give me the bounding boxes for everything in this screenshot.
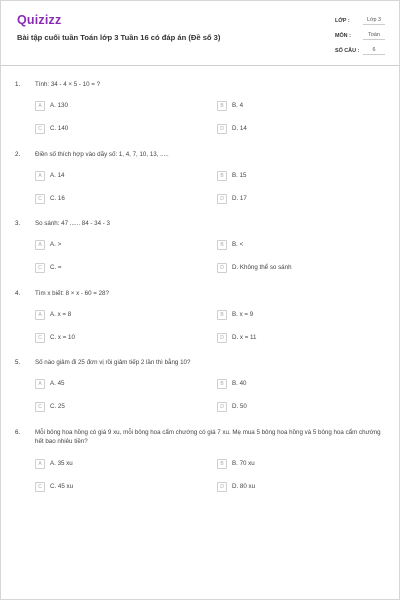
option-letter-box[interactable]: C xyxy=(35,194,45,204)
question-text: Số nào giảm đi 25 đơn vị rồi giảm tiếp 2 lần thì bằng 10? xyxy=(35,359,191,366)
meta-value-class: Lớp 3 xyxy=(363,17,385,25)
option-letter-box[interactable]: A xyxy=(35,310,45,320)
question-number: 4. xyxy=(15,290,21,297)
option-letter-box[interactable]: B xyxy=(217,459,227,469)
option-text: C. 25 xyxy=(50,403,65,410)
option-letter-box[interactable]: A xyxy=(35,240,45,250)
option-letter-box[interactable]: C xyxy=(35,263,45,273)
question-text: Mỗi bông hoa hồng có giá 9 xu, mỗi bông hoa cẩm chướng có giá 7 xu. Mẹ mua 5 bông hoa hồng và 5 bông hoa cẩm chướng hết bao nhiêu tiền? xyxy=(35,429,381,445)
quizizz-logo: Quizizz xyxy=(17,13,62,27)
meta-label-count: SỐ CÂU : xyxy=(335,48,360,54)
option-text: D. Không thể so sánh xyxy=(232,264,292,271)
option-text: C. 140 xyxy=(50,125,69,132)
option-letter-box[interactable]: A xyxy=(35,171,45,181)
option-letter-box[interactable]: C xyxy=(35,124,45,134)
option-letter-box[interactable]: A xyxy=(35,379,45,389)
option-letter-box[interactable]: B xyxy=(217,101,227,111)
meta-value-subject: Toán xyxy=(363,32,385,40)
question-number: 5. xyxy=(15,359,21,366)
meta-value-count: 6 xyxy=(363,47,385,55)
option-letter-box[interactable]: D xyxy=(217,402,227,412)
option-letter-box[interactable]: D xyxy=(217,194,227,204)
option-letter-box[interactable]: B xyxy=(217,240,227,250)
question-text: Điền số thích hợp vào dãy số: 1, 4, 7, 10, 13, ..... xyxy=(35,151,169,158)
option-text: B. < xyxy=(232,241,244,248)
option-letter-box[interactable]: B xyxy=(217,310,227,320)
option-text: A. 130 xyxy=(50,102,68,109)
option-text: D. 50 xyxy=(232,403,247,410)
option-text: A. 14 xyxy=(50,172,65,179)
option-text: C. x = 10 xyxy=(50,334,75,341)
option-letter-box[interactable]: C xyxy=(35,402,45,412)
option-letter-box[interactable]: D xyxy=(217,124,227,134)
worksheet-title: Bài tập cuối tuần Toán lớp 3 Tuần 16 có đáp án (Đề số 3) xyxy=(17,33,221,42)
option-text: B. 4 xyxy=(232,102,244,109)
option-letter-box[interactable]: B xyxy=(217,379,227,389)
question-number: 1. xyxy=(15,81,21,88)
option-text: B. 15 xyxy=(232,172,247,179)
option-letter-box[interactable]: D xyxy=(217,333,227,343)
question-number: 2. xyxy=(15,151,21,158)
question-text: Tìm x biết: 8 × x - 60 = 28? xyxy=(35,290,109,297)
option-text: A. 35 xu xyxy=(50,460,73,467)
question-number: 3. xyxy=(15,220,21,227)
option-text: A. x = 8 xyxy=(50,311,72,318)
question-number: 6. xyxy=(15,429,21,436)
meta-label-class: LỚP : xyxy=(335,18,350,24)
option-letter-box[interactable]: C xyxy=(35,333,45,343)
option-letter-box[interactable]: B xyxy=(217,171,227,181)
option-text: D. 17 xyxy=(232,195,247,202)
meta-label-subject: MÔN : xyxy=(335,33,351,39)
option-text: C. 45 xu xyxy=(50,483,74,490)
option-text: B. 70 xu xyxy=(232,460,255,467)
option-letter-box[interactable]: D xyxy=(217,263,227,273)
option-text: A. 45 xyxy=(50,380,65,387)
option-letter-box[interactable]: D xyxy=(217,482,227,492)
worksheet-header xyxy=(1,1,399,66)
question-text: So sánh: 47 ...... 84 - 34 - 3 xyxy=(35,220,110,227)
option-text: D. 80 xu xyxy=(232,483,256,490)
option-letter-box[interactable]: C xyxy=(35,482,45,492)
option-text: B. 40 xyxy=(232,380,247,387)
option-text: A. > xyxy=(50,241,62,248)
option-text: B. x = 9 xyxy=(232,311,254,318)
option-text: D. x = 11 xyxy=(232,334,257,341)
option-letter-box[interactable]: A xyxy=(35,459,45,469)
question-text: Tính: 34 - 4 × 5 - 10 = ? xyxy=(35,81,101,88)
option-text: C. 16 xyxy=(50,195,65,202)
option-text: D. 14 xyxy=(232,125,247,132)
option-letter-box[interactable]: A xyxy=(35,101,45,111)
option-text: C. = xyxy=(50,264,62,271)
